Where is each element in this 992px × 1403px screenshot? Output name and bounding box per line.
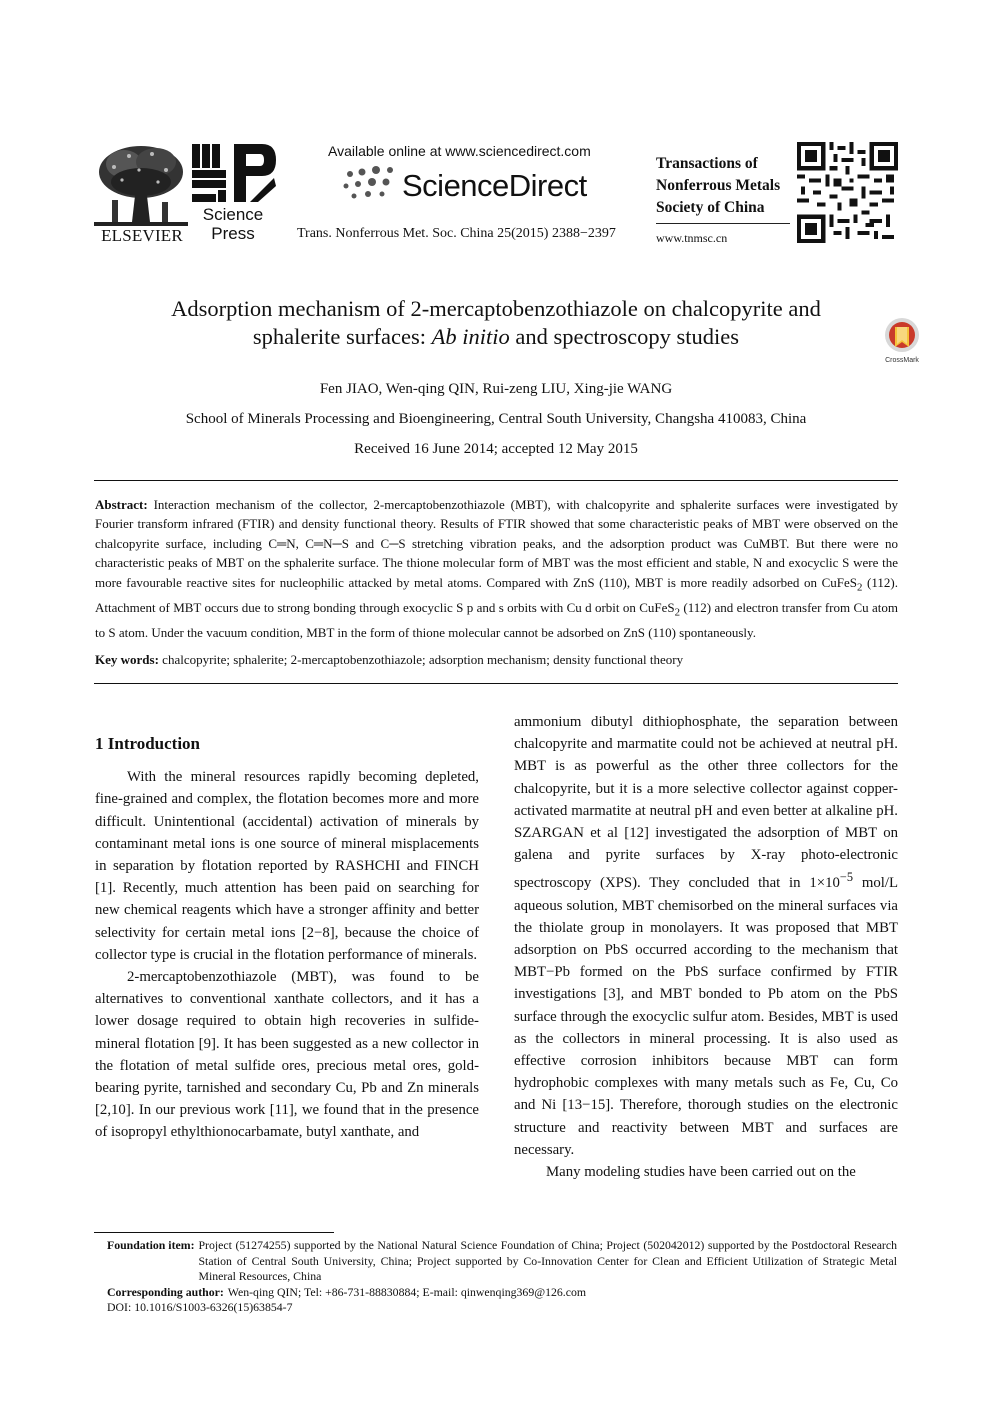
superscript: −5 bbox=[839, 870, 854, 885]
body-column-right bbox=[514, 711, 898, 1183]
footnotes bbox=[107, 1238, 897, 1316]
body-column-left bbox=[95, 711, 479, 1144]
sciencedirect-dots-icon bbox=[340, 164, 400, 204]
science-press-wordmark bbox=[192, 205, 274, 243]
foundation-text: Project (51274255) supported by the National Natural Science Foundation of China; Project (502042012) supported by the Postdoctoral Research Station of Central South University, China; Project supported by Co-Innovation Center for Clean and Efficient Utilization of Strategic Metal Mineral Resources, China bbox=[198, 1238, 897, 1283]
crossmark-label: CrossMark bbox=[885, 357, 919, 364]
title-text: sphalerite surfaces: bbox=[252, 324, 432, 349]
corresponding-label: Corresponding author: bbox=[107, 1284, 224, 1299]
body-text: mol/L aqueous solution, MBT chemisorbed on the mineral surfaces via the thiolate group in monolayers. It was proposed that MBT adsorption on PbS occurred according to the mechanism that MBT−Pb formed on the PbS surface confirmed by FTIR investigations [3], and MBT bonded to Pb atom on the PbS surface through the exocyclic sulfur atom. Besides, MBT is used as the collectors in mineral processing. It is also used as effective corrosion inhibitors because MBT can form hydrophobic complexes with many metals such as Fe, Cu, Co and Ni [13−15]. Therefore, thorough studies on the electronic structure and reactivity between MBT and surfaces are necessary. bbox=[514, 875, 898, 1158]
science-press-logo bbox=[190, 142, 278, 204]
journal-name-line: Nonferrous Metals bbox=[656, 177, 781, 194]
abstract-text: Interaction mechanism of the collector, 2-mercaptobenzothiazole (MBT), with chalcopyrite and sphalerite surfaces were investigated by Fourier transform infrared (FTIR) and density functional theory. Results of FTIR showed that some characteristic peaks of MBT were observed on the chalcopyrite surface, including C═N, C═N─S and C─S stretching vibration peaks, and the adsorption product was CuMBT. But there were no characteristic peaks of MBT on the sphalerite surface. The thione molecular form of MBT was the most efficient and stable, N and exocyclic S were the more favourable reactive sites for nucleophilic attacked by metal atoms. Compared with ZnS (110), MBT is more readily adsorbed on CuFeS bbox=[95, 497, 898, 590]
corresponding-text: Wen-qing QIN; Tel: +86-731-88830884; E-mail: qinwenqing369@126.com bbox=[227, 1284, 587, 1299]
keywords-text: chalcopyrite; sphalerite; 2-mercaptobenzothiazole; adsorption mechanism; density functional theory bbox=[158, 652, 684, 667]
available-online-text: Available online at www.sciencedirect.com bbox=[328, 143, 591, 159]
abstract-top-rule bbox=[94, 480, 898, 481]
received-date: Received 16 June 2014; accepted 12 May 2015 bbox=[354, 441, 638, 457]
abstract-label: Abstract: bbox=[95, 497, 148, 512]
doi[interactable]: DOI: 10.1016/S1003-6326(15)63854-7 bbox=[107, 1300, 293, 1314]
qr-code-icon bbox=[797, 142, 898, 243]
abstract bbox=[95, 495, 898, 642]
foundation-label: Foundation item: bbox=[107, 1238, 195, 1252]
journal-url: www.tnmsc.cn bbox=[656, 231, 728, 245]
journal-reference: Trans. Nonferrous Met. Soc. China 25(2015) 2388−2397 bbox=[297, 226, 616, 241]
journal-name-divider bbox=[656, 223, 790, 224]
body-paragraph: With the mineral resources rapidly becoming depleted, fine-grained and complex, the flotation becomes more and more difficult. Unintentional (accidental) activation of minerals by contaminant metal ions is one source of mineral misplacements in separation by flotation reported by RASHCHI and FINCH [1]. Recently, much attention has been paid on searching for new chemical reagents which have a stronger affinity and better selectivity for certain metal ions [2−8], because the choice of collector type is crucial in the flotation performance of minerals. bbox=[95, 769, 479, 963]
title-italic-text: Ab initio bbox=[431, 324, 510, 349]
corresponding-footnote bbox=[107, 1285, 897, 1301]
footnote-rule bbox=[94, 1232, 334, 1233]
author-list: Fen JIAO, Wen-qing QIN, Rui-zeng LIU, Xing-jie WANG bbox=[319, 381, 673, 397]
paper-title-line1: Adsorption mechanism of 2-mercaptobenzothiazole on chalcopyrite and bbox=[171, 296, 821, 321]
journal-name bbox=[656, 153, 796, 219]
section-heading: 1 Introduction bbox=[95, 734, 201, 753]
foundation-footnote bbox=[107, 1238, 897, 1285]
journal-name-line: Society of China bbox=[656, 199, 765, 216]
abstract-bottom-rule bbox=[94, 683, 898, 684]
subscript: 2 bbox=[857, 581, 863, 594]
abstract-text: (112). Attachment of MBT occurs due to strong bonding through exocyclic S p and s orbits with Cu d orbit on CuFeS bbox=[95, 574, 898, 615]
journal-name-line: Transactions of bbox=[656, 155, 758, 172]
paper-title bbox=[96, 295, 896, 351]
affiliation: School of Minerals Processing and Bioengineering, Central South University, Changsha 410083, China bbox=[185, 411, 807, 427]
subscript: 2 bbox=[674, 606, 681, 619]
paper-title-line2 bbox=[96, 323, 896, 351]
science-press-line1: Science bbox=[202, 205, 264, 224]
sciencedirect-wordmark: ScienceDirect bbox=[402, 168, 587, 203]
science-press-line2: Press bbox=[211, 224, 255, 243]
body-text: ammonium dibutyl dithiophosphate, the separation between chalcopyrite and marmatite could not be achieved at neutral pH. MBT is as powerful as the other three collectors for the chalcopyrite, but it is a more selective collector against copper-activated marmatite at neutral pH and even better at alkaline pH. SZARGAN et al [12] investigated the adsorption of MBT on galena and pyrite surfaces by X-ray photo-electronic spectroscopy (XPS). They concluded that in 1×10 bbox=[514, 714, 898, 892]
elsevier-wordmark: ELSEVIER bbox=[101, 226, 183, 245]
body-paragraph bbox=[514, 711, 898, 1161]
body-paragraph: 2-mercaptobenzothiazole (MBT), was found to be alternatives to conventional xanthate collectors, and it has a lower dosage required to obtain high recoveries in sulfide-mineral flotation [9]. It has been suggested as a new collector in the flotation of metal sulfide ores, precious metal ores, gold-bearing pyrite, tarnished and secondary Cu, Pb and Zn minerals [2,10]. In our previous work [11], we found that in the presence of isopropyl ethylthionocarbamate, butyl xanthate, and bbox=[95, 969, 479, 1141]
crossmark-icon[interactable] bbox=[880, 317, 928, 365]
body-paragraph: Many modeling studies have been carried out on the bbox=[546, 1163, 856, 1180]
title-text: and spectroscopy studies bbox=[509, 324, 740, 349]
keywords-label: Key words: bbox=[95, 652, 159, 667]
keywords bbox=[95, 650, 898, 669]
abstract-text: (112) and electron transfer from Cu atom to S atom. Under the vacuum condition, MBT in the form of thione molecular cannot be adsorbed on ZnS (110) spontaneously. bbox=[95, 599, 899, 640]
